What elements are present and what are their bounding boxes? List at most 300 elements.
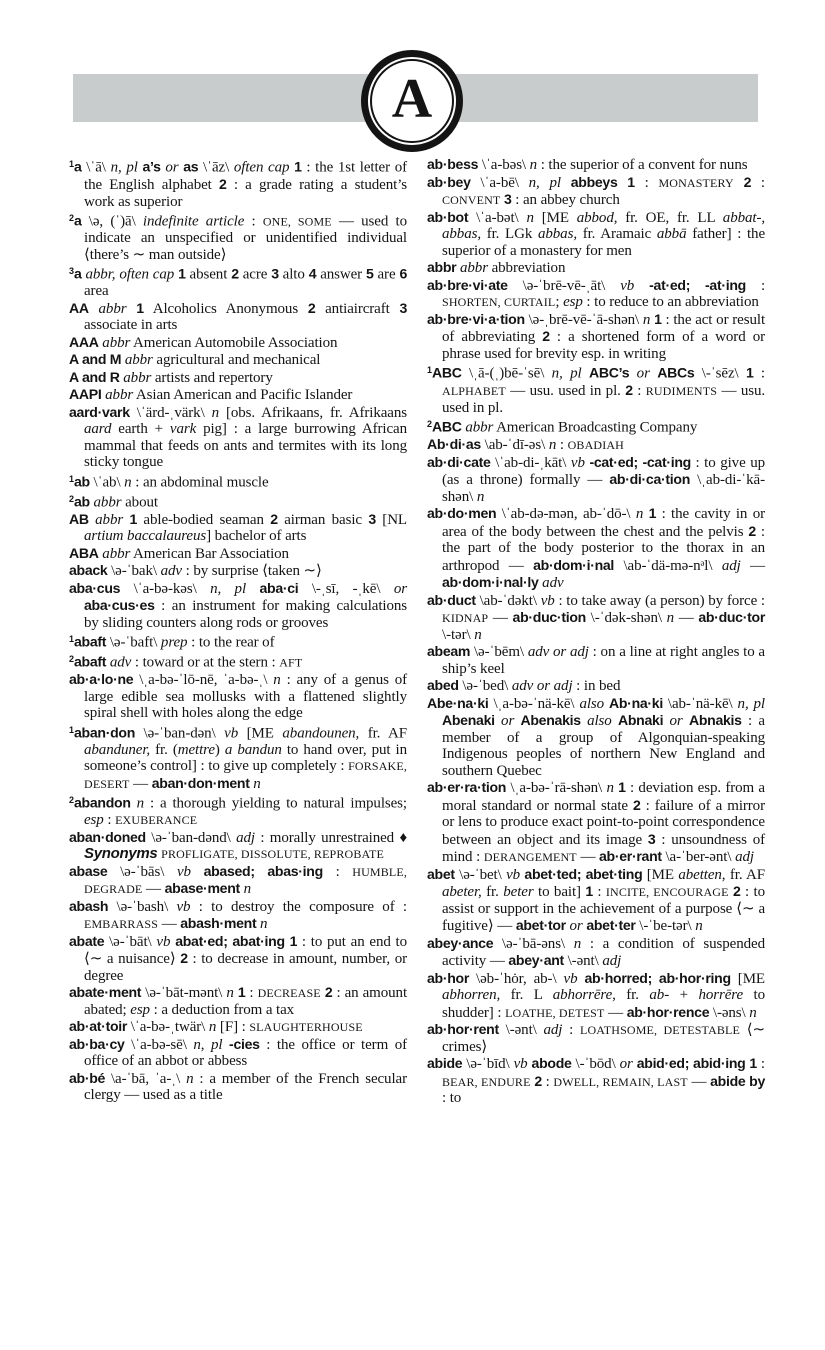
small-caps-text: DECREASE: [257, 986, 321, 1000]
text: fr. L: [500, 987, 553, 1003]
headword: ABA: [69, 544, 99, 561]
italic-text: n: [211, 404, 220, 421]
text: able-bodied seaman: [137, 511, 271, 528]
headword: ab·hor: [427, 969, 470, 986]
text: [561, 175, 571, 191]
small-caps-text: LOATHSOME, DETESTABLE: [580, 1023, 740, 1037]
italic-text: abbr: [465, 419, 494, 436]
dictionary-entry: [427, 505, 765, 592]
text: \ˈāz\: [198, 159, 234, 176]
italic-text: abbr: [105, 387, 134, 403]
italic-text: abbr: [95, 511, 124, 528]
text: [89, 301, 99, 317]
dictionary-entry: [427, 866, 765, 935]
dictionary-entry: [427, 695, 765, 780]
bold-text: 2: [633, 796, 641, 813]
italic-text: n: [186, 1070, 194, 1087]
bold-text: 2: [180, 950, 188, 966]
dictionary-entry: [69, 545, 407, 563]
text: alto: [278, 266, 309, 283]
headword: aba·cus: [69, 579, 121, 596]
bold-text: 6: [399, 265, 407, 282]
headword: A and R: [69, 368, 120, 385]
text: answer: [316, 266, 367, 283]
homograph-number: 1: [427, 365, 433, 375]
text: : by surprise ⟨taken ∼⟩: [181, 563, 322, 579]
text: \a-ˈbā, ˈa-ˌ\: [105, 1070, 187, 1087]
text: :: [322, 863, 353, 880]
text: \ə-ˈbāt-mənt\: [141, 985, 227, 1001]
text: associate in arts: [84, 317, 178, 333]
headword: Abe·na·ki: [427, 694, 489, 711]
text: \ə-ˈbak\: [107, 563, 161, 579]
bold-text: abet·ted; abet·ting: [524, 865, 643, 882]
text: \ˈa-bə-kəs\: [120, 580, 211, 597]
headword: A and M: [69, 351, 122, 367]
bold-text: aba·ci: [259, 579, 299, 596]
text: \ab-ˈdī-əs\: [480, 437, 549, 453]
homograph-number: 2: [69, 493, 75, 504]
bold-text: 2: [307, 299, 316, 316]
small-caps-text: INCITE, ENCOURAGE: [605, 885, 729, 899]
text: father] : the superior of a monastery for men: [442, 226, 766, 259]
headword: Ab·di·as: [427, 436, 481, 452]
headword: ab·ba·cy: [69, 1035, 125, 1052]
italic-text: vb: [156, 933, 171, 950]
small-caps-text: DERANGEMENT: [483, 850, 577, 864]
text: \ə-ˈbāt\: [104, 933, 157, 950]
bold-text: abid·ed; abid·ing: [636, 1055, 746, 1071]
italic-text: or: [393, 580, 407, 597]
italic-text: also: [579, 695, 605, 712]
bold-text: -cies: [229, 1035, 260, 1052]
bold-text: ABC’s: [589, 364, 630, 381]
headword: ab·a·lo·ne: [69, 671, 134, 687]
italic-text: aard: [84, 421, 112, 437]
dictionary-entry: [427, 935, 765, 970]
bold-text: abide by: [710, 1072, 766, 1089]
homograph-number: 2: [69, 213, 75, 223]
text: : to give up (as a throne) formally —: [442, 454, 766, 488]
bold-text: ab·di·ca·tion: [609, 471, 691, 487]
headword: ab: [74, 493, 90, 509]
dictionary-entry: [69, 1036, 407, 1070]
text: earth +: [111, 421, 170, 437]
text: :: [245, 985, 258, 1001]
text: fr. Aramaic: [576, 226, 657, 242]
bold-text: ab·horred; ab·hor·ring: [584, 969, 731, 986]
text: [obs. Afrikaans, fr. Afrikaans: [219, 404, 408, 421]
headword: ab·bre·vi·ate: [427, 276, 508, 293]
text: \ˈā\: [81, 159, 111, 176]
text: \-ˈbe-tər\: [635, 918, 696, 934]
text: — usu. used in pl.: [442, 383, 766, 416]
small-caps-text: ONE, SOME: [262, 214, 332, 229]
small-caps-text: RUDIMENTS: [645, 384, 718, 398]
text: to bait]: [533, 884, 586, 900]
bold-text: Abnaki: [618, 712, 664, 728]
italic-text: adv or adj: [511, 678, 573, 694]
headword: a: [74, 265, 82, 282]
dictionary-entry: [427, 1021, 765, 1055]
text: \ˈa-bə-ˌtwär\: [127, 1019, 209, 1035]
text: ⟨∼ crimes⟩: [442, 1022, 766, 1055]
text: :: [746, 277, 766, 294]
text: : to destroy the composure of :: [190, 898, 407, 915]
text: : on a line at right angles to a ship’s keel: [442, 644, 765, 677]
italic-text: adv: [109, 654, 132, 671]
headword: AA: [69, 299, 89, 316]
text: : a member of the French secular clergy — used as a title: [84, 1070, 407, 1103]
text: \ə-ˈbaft\: [106, 634, 161, 651]
homograph-number: 2: [69, 654, 75, 664]
italic-text: n: [273, 672, 281, 688]
text: —: [488, 610, 513, 626]
italic-text: n: [253, 775, 261, 792]
italic-text: prep: [160, 634, 188, 651]
text: \ˌā-(ˌ)bē-ˈsē\: [461, 365, 552, 382]
italic-text: abbr, often cap: [85, 266, 175, 283]
italic-text: vb: [506, 866, 521, 883]
text: American Broadcasting Company: [493, 419, 698, 436]
text: : a condition of suspended activity —: [442, 935, 765, 969]
text: [734, 175, 744, 191]
small-caps-text: ALPHABET: [442, 384, 506, 398]
headword: ab·bess: [427, 156, 479, 172]
homograph-number: 3: [69, 266, 75, 276]
text: \-tər\: [442, 626, 475, 643]
italic-text: abanduner,: [84, 741, 151, 758]
italic-text: also: [587, 713, 612, 729]
text: [634, 278, 649, 294]
text: —: [687, 1073, 711, 1090]
text: :: [756, 1056, 765, 1072]
bold-text: 3: [271, 265, 279, 282]
bold-text: 3: [368, 510, 376, 527]
dictionary-entry: [69, 1018, 407, 1036]
bold-text: 2: [324, 984, 333, 1000]
bold-text: 1: [749, 1055, 757, 1071]
homograph-number: 1: [69, 159, 75, 169]
bold-text: 1: [289, 932, 298, 949]
headword: abate·ment: [69, 984, 142, 1000]
bold-text: 1: [136, 299, 144, 316]
bold-text: -at·ed; -at·ing: [649, 276, 746, 293]
bold-text: 4: [308, 265, 317, 282]
headword: ab·bey: [427, 173, 471, 190]
text: absent: [185, 266, 232, 283]
text: \ˈab-di-ˌkāt\: [490, 454, 571, 471]
text: [578, 971, 585, 987]
italic-text: adv or adj: [527, 644, 589, 660]
bold-text: 1: [745, 364, 754, 381]
dictionary-entry: [69, 300, 407, 334]
italic-text: abbr: [460, 260, 488, 276]
text: to hand over, put in someone’s control] : to give up completely :: [84, 741, 407, 774]
text: \ə-ˈbash\: [108, 898, 177, 915]
dictionary-entry: [69, 351, 407, 369]
headword: ab·hor·rent: [427, 1021, 499, 1037]
italic-text: artium baccalaureus: [84, 528, 207, 544]
dictionary-entry: [69, 651, 407, 671]
text: : the act or result of abbreviating: [442, 311, 766, 345]
italic-text: n: [635, 506, 644, 522]
headword: AB: [69, 510, 89, 527]
italic-text: abbr: [102, 334, 131, 351]
headword: abaft: [74, 633, 107, 650]
text: — usu. used in pl.: [505, 383, 626, 399]
text: —: [740, 557, 765, 574]
small-caps-text: OBADIAH: [567, 438, 624, 452]
small-caps-text: EXUBERANCE: [115, 813, 198, 827]
text: \ab-ˈdəkt\: [475, 592, 541, 609]
bold-text: abase·ment: [164, 880, 240, 896]
text: :: [753, 365, 765, 382]
dictionary-entry: [69, 369, 407, 387]
headword: ab·do·men: [427, 505, 497, 521]
text: —: [576, 849, 599, 865]
bold-text: 2: [231, 265, 239, 282]
bold-text: abet·ter: [586, 917, 636, 933]
text: fr. (: [150, 741, 178, 758]
headword: abbr: [427, 259, 457, 275]
bold-text: abased; abas·ing: [203, 862, 323, 879]
text: \ə-ˈbed\: [458, 678, 512, 694]
italic-text: n: [606, 780, 614, 796]
text: \ˈa-bə-sē\: [124, 1036, 194, 1053]
text: to shudder] :: [442, 987, 765, 1021]
bold-text: ab·dom·i·nal: [533, 556, 615, 573]
text: : the part of the body posterior to the thorax in an arthropod —: [442, 523, 765, 574]
italic-text: adj: [236, 829, 255, 846]
italic-text: or: [569, 918, 583, 934]
bold-text: 1: [654, 310, 662, 327]
text: American Bar Association: [130, 545, 289, 562]
text: [191, 864, 204, 880]
italic-text: esp: [563, 294, 583, 310]
italic-text: vark: [169, 421, 197, 437]
text: \ˈa-bəs\: [478, 157, 530, 173]
headword: ab: [74, 473, 90, 489]
text: fr. LGk: [481, 226, 538, 242]
text: \ə-ˈbīd\: [462, 1056, 514, 1072]
italic-text: abbas,: [537, 226, 577, 242]
dictionary-entry: [427, 779, 765, 866]
italic-text: indefinite article: [142, 213, 245, 230]
bold-text: 2: [733, 883, 741, 899]
text: : an instrument for making calculations by sliding counters along rods or grooves: [84, 598, 407, 631]
text: fr. AF: [725, 866, 765, 883]
dictionary-entry: [427, 677, 765, 695]
bold-text: 3: [504, 191, 512, 207]
text: fr. AF: [359, 725, 408, 741]
bold-text: Abenaki: [442, 712, 495, 728]
bold-text: a’s: [142, 158, 161, 175]
italic-text: n, pl: [737, 695, 766, 712]
text: \ə, (ˈ)ā\: [81, 213, 143, 230]
text: : failure of a mirror or lens to produce exact point-to-point correspondence between an object and its image: [442, 797, 765, 848]
text: \ˈab-də-mən, ab-ˈdō-\: [496, 506, 636, 522]
italic-text: vb: [563, 970, 578, 987]
text: :: [632, 383, 646, 399]
text: \ə-ˈbrē-vē-ˌāt\: [507, 277, 621, 294]
text: : a deduction from a tax: [149, 1001, 295, 1018]
bold-text: aban·don·ment: [151, 774, 250, 791]
italic-text: abbr: [123, 369, 152, 386]
dictionary-entry: [427, 156, 765, 174]
headword: ab·bot: [427, 208, 469, 225]
dictionary-entry: [427, 362, 765, 416]
italic-text: vb: [540, 592, 555, 609]
bold-text: 2: [625, 382, 633, 398]
text: \ə-ˌbrē-vē-ˈā-shən\: [524, 311, 643, 328]
bold-text: ab·dom·i·nal·ly: [442, 574, 539, 590]
text: \ˈärd-ˌvärk\: [129, 404, 212, 421]
text: :: [634, 174, 659, 191]
text: \ˈa-bət\: [468, 209, 527, 226]
italic-text: abandounen,: [282, 725, 360, 741]
bold-text: ABCs: [657, 364, 695, 381]
dictionary-entry: [69, 792, 407, 829]
text: : to the rear of: [187, 634, 275, 651]
text: : to take away (a person) by force :: [554, 592, 765, 609]
headword: a: [74, 212, 82, 229]
bold-text: ab·er·rant: [599, 848, 662, 864]
italic-text: mettre: [177, 741, 215, 758]
text: [ME: [642, 866, 679, 883]
text: : to decrease in amount, number, or degree: [84, 951, 407, 984]
text: \ə-ˈban-dənd\: [145, 829, 237, 846]
headword: abed: [427, 677, 459, 693]
text: [NL: [375, 511, 407, 528]
italic-text: or: [636, 365, 650, 382]
headword: aback: [69, 562, 108, 578]
italic-text: n: [474, 626, 482, 643]
text: : any of a genus of large edible sea mollusks with a flattened slightly spiral shell with holes along the edge: [84, 672, 408, 721]
italic-text: vb: [620, 277, 635, 294]
dictionary-entry: [427, 592, 765, 644]
small-caps-text: EMBARRASS: [84, 917, 159, 931]
italic-text: adj: [602, 953, 622, 969]
bold-text: 1: [618, 779, 626, 795]
bold-text: 3: [647, 830, 656, 847]
dictionary-entry: [427, 454, 765, 506]
text: : to put an end to ⟨∼ a nuisance⟩: [84, 933, 408, 967]
text: \ˌa-bə-ˈlō-nē, ˈa-bə-ˌ\: [133, 672, 274, 688]
text: — used to indicate an unspecified or unidentified individual ⟨there’s ∼ man outside⟩: [84, 213, 407, 263]
text: +: [669, 987, 699, 1003]
text: \-əns\: [709, 1004, 750, 1021]
text: area: [84, 283, 109, 299]
bold-text: 1: [627, 173, 635, 190]
text: [582, 366, 589, 382]
text: \ˌa-bə-ˈrā-shən\: [506, 780, 607, 796]
dictionary-entry: [427, 416, 765, 436]
dictionary-entry: [69, 334, 407, 352]
italic-text: abbr: [98, 300, 127, 317]
synonyms-label: Synonyms: [84, 845, 158, 862]
bold-text: 5: [366, 265, 374, 282]
bold-text: ab·duc·tor: [698, 609, 766, 625]
text: :: [751, 174, 765, 191]
homograph-number: 2: [69, 795, 75, 805]
italic-text: abhorren,: [442, 987, 501, 1003]
headword: a: [74, 158, 82, 175]
dictionary-entry: [69, 511, 407, 545]
text: : the cavity in or area of the body between the chest and the pelvis: [442, 506, 765, 540]
italic-text: n: [749, 1004, 757, 1021]
italic-text: n: [124, 474, 132, 490]
small-caps-text: AFT: [279, 655, 303, 670]
text: \-ˌsī, -ˌkē\: [298, 580, 394, 597]
headword: ab·er·ra·tion: [427, 779, 507, 795]
text: : the office or term of office of an abbot or abbess: [84, 1036, 408, 1069]
italic-text: a bandun: [224, 741, 282, 758]
text: : toward or at the stern :: [131, 654, 280, 671]
small-caps-text: KIDNAP: [442, 611, 489, 625]
text: \ab-ˈnä-kē\: [662, 695, 738, 712]
text: \ə-ˈbās\: [107, 863, 177, 880]
medallion-inner-ring: [370, 59, 454, 143]
text: Alcoholics Anonymous: [143, 300, 308, 317]
bold-text: 1: [648, 505, 657, 521]
text: are: [373, 266, 400, 283]
bold-text: -cat·ed; -cat·ing: [589, 453, 691, 470]
dictionary-entry: [69, 404, 407, 471]
italic-text: or: [501, 713, 515, 729]
column-left: [69, 156, 407, 1107]
italic-text: adj: [721, 557, 741, 574]
text: Asian American and Pacific Islander: [133, 387, 353, 403]
italic-text: adj: [735, 849, 754, 865]
text: : a thorough yielding to natural impulses;: [144, 795, 407, 812]
italic-text: n, pl: [210, 580, 247, 597]
italic-text: adv: [542, 575, 564, 591]
italic-text: n: [526, 209, 534, 226]
italic-text: n: [136, 795, 144, 812]
text: ): [214, 741, 225, 758]
text: agricultural and mechanical: [152, 352, 321, 368]
text: : morally unrestrained ♦: [255, 829, 407, 846]
italic-text: abetten,: [678, 866, 726, 883]
text: [126, 301, 136, 317]
headword: ab·duct: [427, 591, 476, 608]
homograph-number: 2: [427, 419, 433, 429]
text: : the 1st letter of the English alphabet: [84, 159, 407, 193]
text: [629, 366, 636, 382]
small-caps-text: FORSAKE, DESERT: [84, 759, 407, 791]
text: fr. OE, fr. LL: [617, 209, 723, 226]
italic-text: abbr: [124, 352, 153, 368]
text: ;: [555, 294, 564, 310]
small-caps-text: SLAUGHTERHOUSE: [249, 1020, 363, 1034]
text: artists and repertory: [151, 369, 273, 386]
dictionary-entry: [69, 1070, 407, 1104]
homograph-number: 1: [69, 473, 75, 484]
headword: abase: [69, 862, 108, 879]
headword: ab·bé: [69, 1069, 106, 1086]
bold-text: abbeys: [570, 173, 618, 190]
headword: aard·vark: [69, 403, 130, 420]
headword: ABC: [432, 364, 462, 381]
homograph-number: 1: [69, 634, 75, 644]
homograph-number: 1: [69, 724, 75, 735]
text: \-ˈdək-shən\: [585, 610, 667, 626]
text: \-ənt\: [563, 953, 603, 969]
text: :: [562, 1022, 581, 1038]
headword: abet: [427, 865, 455, 882]
italic-text: n, pl: [528, 174, 561, 191]
